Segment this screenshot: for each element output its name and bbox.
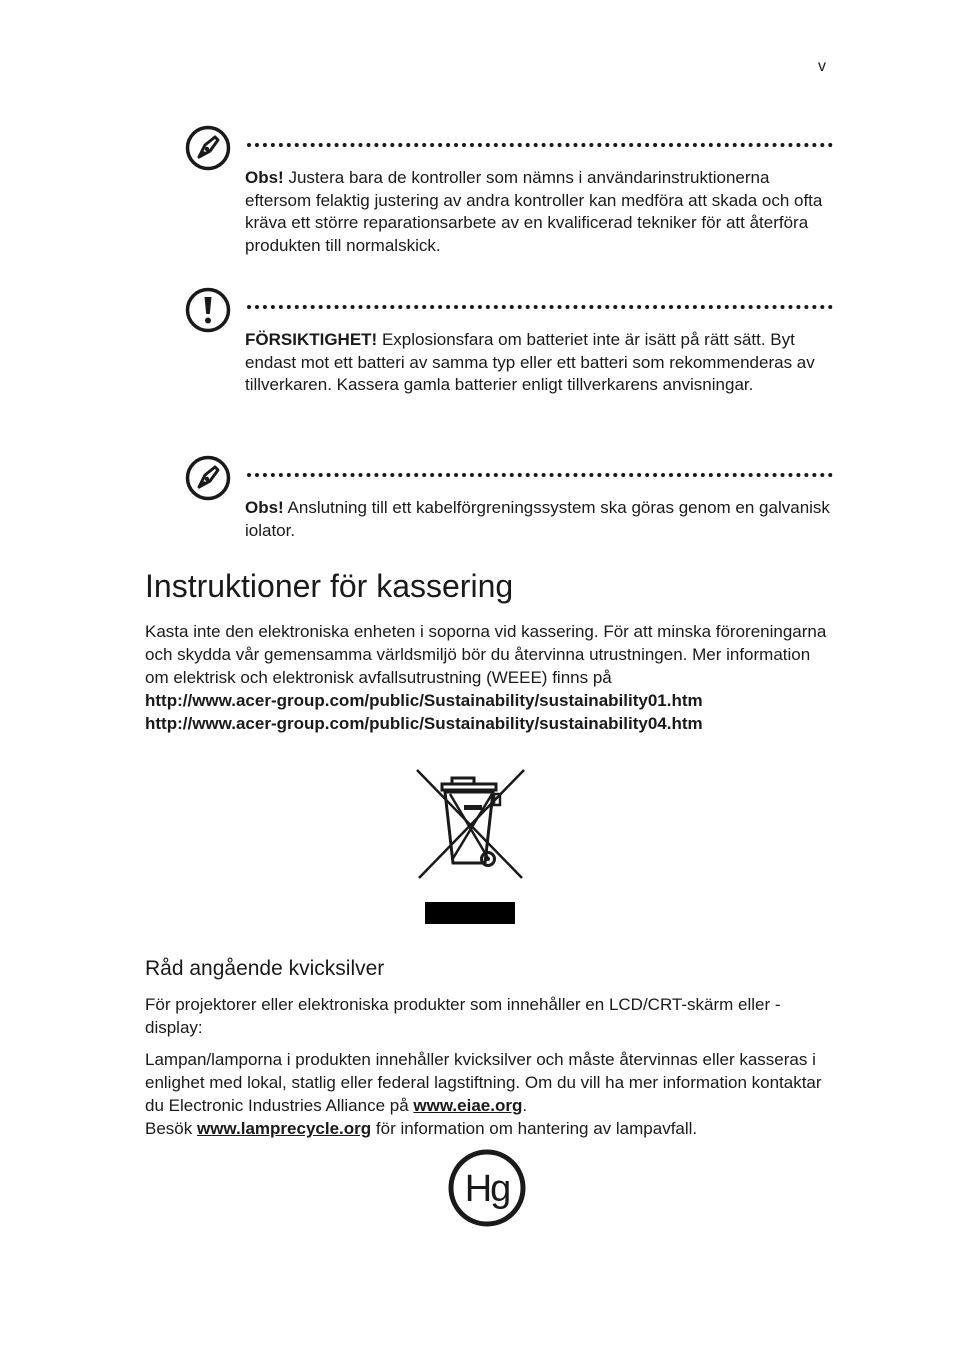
mercury-intro: För projektorer eller elektroniska produkter som innehåller en LCD/CRT-skärm eller -display: — [145, 995, 781, 1037]
eiae-link[interactable]: www.eiae.org — [413, 1096, 523, 1115]
period-text: . — [522, 1096, 528, 1115]
sustainability01-link[interactable]: http://www.acer-group.com/public/Sustainability/sustainability01.htm — [145, 691, 703, 710]
disposal-body: Kasta inte den elektroniska enheten i soporna vid kassering. För att minska föroreningarna och skydda vår gemensamma världsmiljö bör du återvinna utrustningen. Mer information om elektrisk och elektronisk avfallsutrustning (WEEE) finns på — [145, 622, 827, 687]
disposal-paragraph — [145, 620, 835, 735]
visit-text: Besök — [145, 1119, 193, 1138]
page-number: v — [818, 58, 826, 75]
weee-crossed-bin-icon — [412, 764, 528, 928]
lamprecycle-link[interactable]: www.lamprecycle.org — [196, 1119, 372, 1138]
note-label: Obs! — [245, 498, 284, 517]
caution-body: Explosionsfara om batteriet inte är isätt på rätt sätt. Byt endast mot ett batteri av samma typ eller ett batteri som rekommenderas av tillverkaren. Kassera gamla batterier enligt tillverkarens anvisningar. — [245, 330, 815, 394]
sustainability04-link[interactable]: http://www.acer-group.com/public/Sustainability/sustainability04.htm — [145, 714, 703, 733]
note-body: Justera bara de kontroller som nämns i användarinstruktionerna eftersom felaktig justering av andra kontroller kan medföra att skada och ofta kräva ett större reparationsarbete av en kvalificerad tekniker för att återföra produkten till normalskick. — [245, 168, 823, 255]
mercury-body: Lampan/lamporna i produkten innehåller kvicksilver och måste återvinnas eller kasseras i enlighet med lokal, statlig eller federal lagstiftning. Om du vill ha mer information kontaktar du Electronic Industries Alliance på — [145, 1050, 822, 1115]
disposal-heading: Instruktioner för kassering — [145, 568, 514, 604]
note-label: Obs! — [245, 168, 284, 187]
dotted-divider — [247, 143, 833, 147]
note-block — [185, 125, 833, 260]
mercury-heading: Råd angående kvicksilver — [145, 957, 385, 980]
dotted-divider — [247, 305, 833, 309]
note-pen-icon — [185, 125, 231, 171]
caution-exclamation-icon — [185, 287, 231, 333]
note-block — [185, 455, 833, 547]
note-text — [245, 167, 833, 257]
note-text — [245, 497, 833, 542]
mercury-hg-icon — [447, 1148, 527, 1228]
caution-block — [185, 287, 833, 427]
note-pen-icon — [185, 455, 231, 501]
caution-text — [245, 329, 833, 397]
mercury-body-end: för information om hantering av lampavfall. — [375, 1119, 698, 1138]
dotted-divider — [247, 473, 833, 477]
mercury-paragraph — [145, 1048, 835, 1140]
note-body: Anslutning till ett kabelförgreningssystem ska göras genom en galvanisk iolator. — [245, 498, 830, 540]
hg-symbol-text: Hg — [464, 1168, 510, 1210]
caution-label: FÖRSIKTIGHET! — [245, 330, 378, 349]
